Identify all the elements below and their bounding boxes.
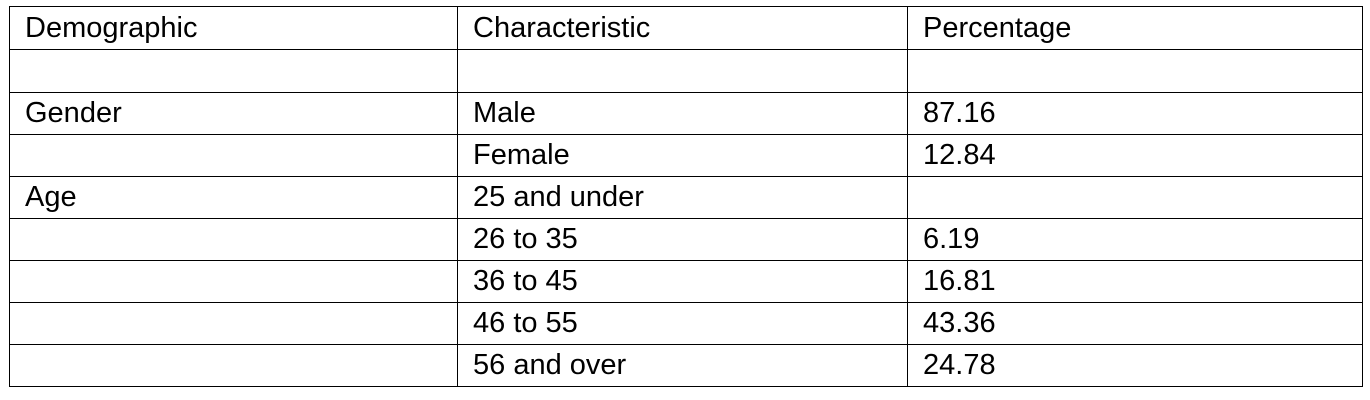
demographics-table (9, 6, 1363, 387)
demographic-cell (10, 135, 458, 177)
percentage-cell: 43.36 (908, 303, 1363, 345)
header-characteristic: Characteristic (458, 7, 908, 50)
demographic-cell (10, 219, 458, 261)
percentage-cell (908, 50, 1363, 93)
table-row (10, 261, 1363, 303)
percentage-cell: 87.16 (908, 93, 1363, 135)
characteristic-cell (458, 50, 908, 93)
table-row (10, 177, 1363, 219)
percentage-cell: 12.84 (908, 135, 1363, 177)
table-row (10, 345, 1363, 387)
percentage-cell (908, 177, 1363, 219)
table-row (10, 219, 1363, 261)
percentage-cell: 6.19 (908, 219, 1363, 261)
characteristic-cell: Female (458, 135, 908, 177)
characteristic-cell: 26 to 35 (458, 219, 908, 261)
characteristic-cell: 25 and under (458, 177, 908, 219)
demographic-cell: Gender (10, 93, 458, 135)
characteristic-cell: 36 to 45 (458, 261, 908, 303)
table-row (10, 303, 1363, 345)
percentage-cell: 24.78 (908, 345, 1363, 387)
characteristic-cell: 56 and over (458, 345, 908, 387)
demographic-cell (10, 303, 458, 345)
header-percentage: Percentage (908, 7, 1363, 50)
demographic-cell (10, 50, 458, 93)
table-header-row (10, 7, 1363, 50)
header-demographic: Demographic (10, 7, 458, 50)
demographic-cell: Age (10, 177, 458, 219)
table-row (10, 93, 1363, 135)
demographic-cell (10, 345, 458, 387)
percentage-cell: 16.81 (908, 261, 1363, 303)
table-row (10, 135, 1363, 177)
characteristic-cell: 46 to 55 (458, 303, 908, 345)
characteristic-cell: Male (458, 93, 908, 135)
table-row (10, 50, 1363, 93)
demographic-cell (10, 261, 458, 303)
